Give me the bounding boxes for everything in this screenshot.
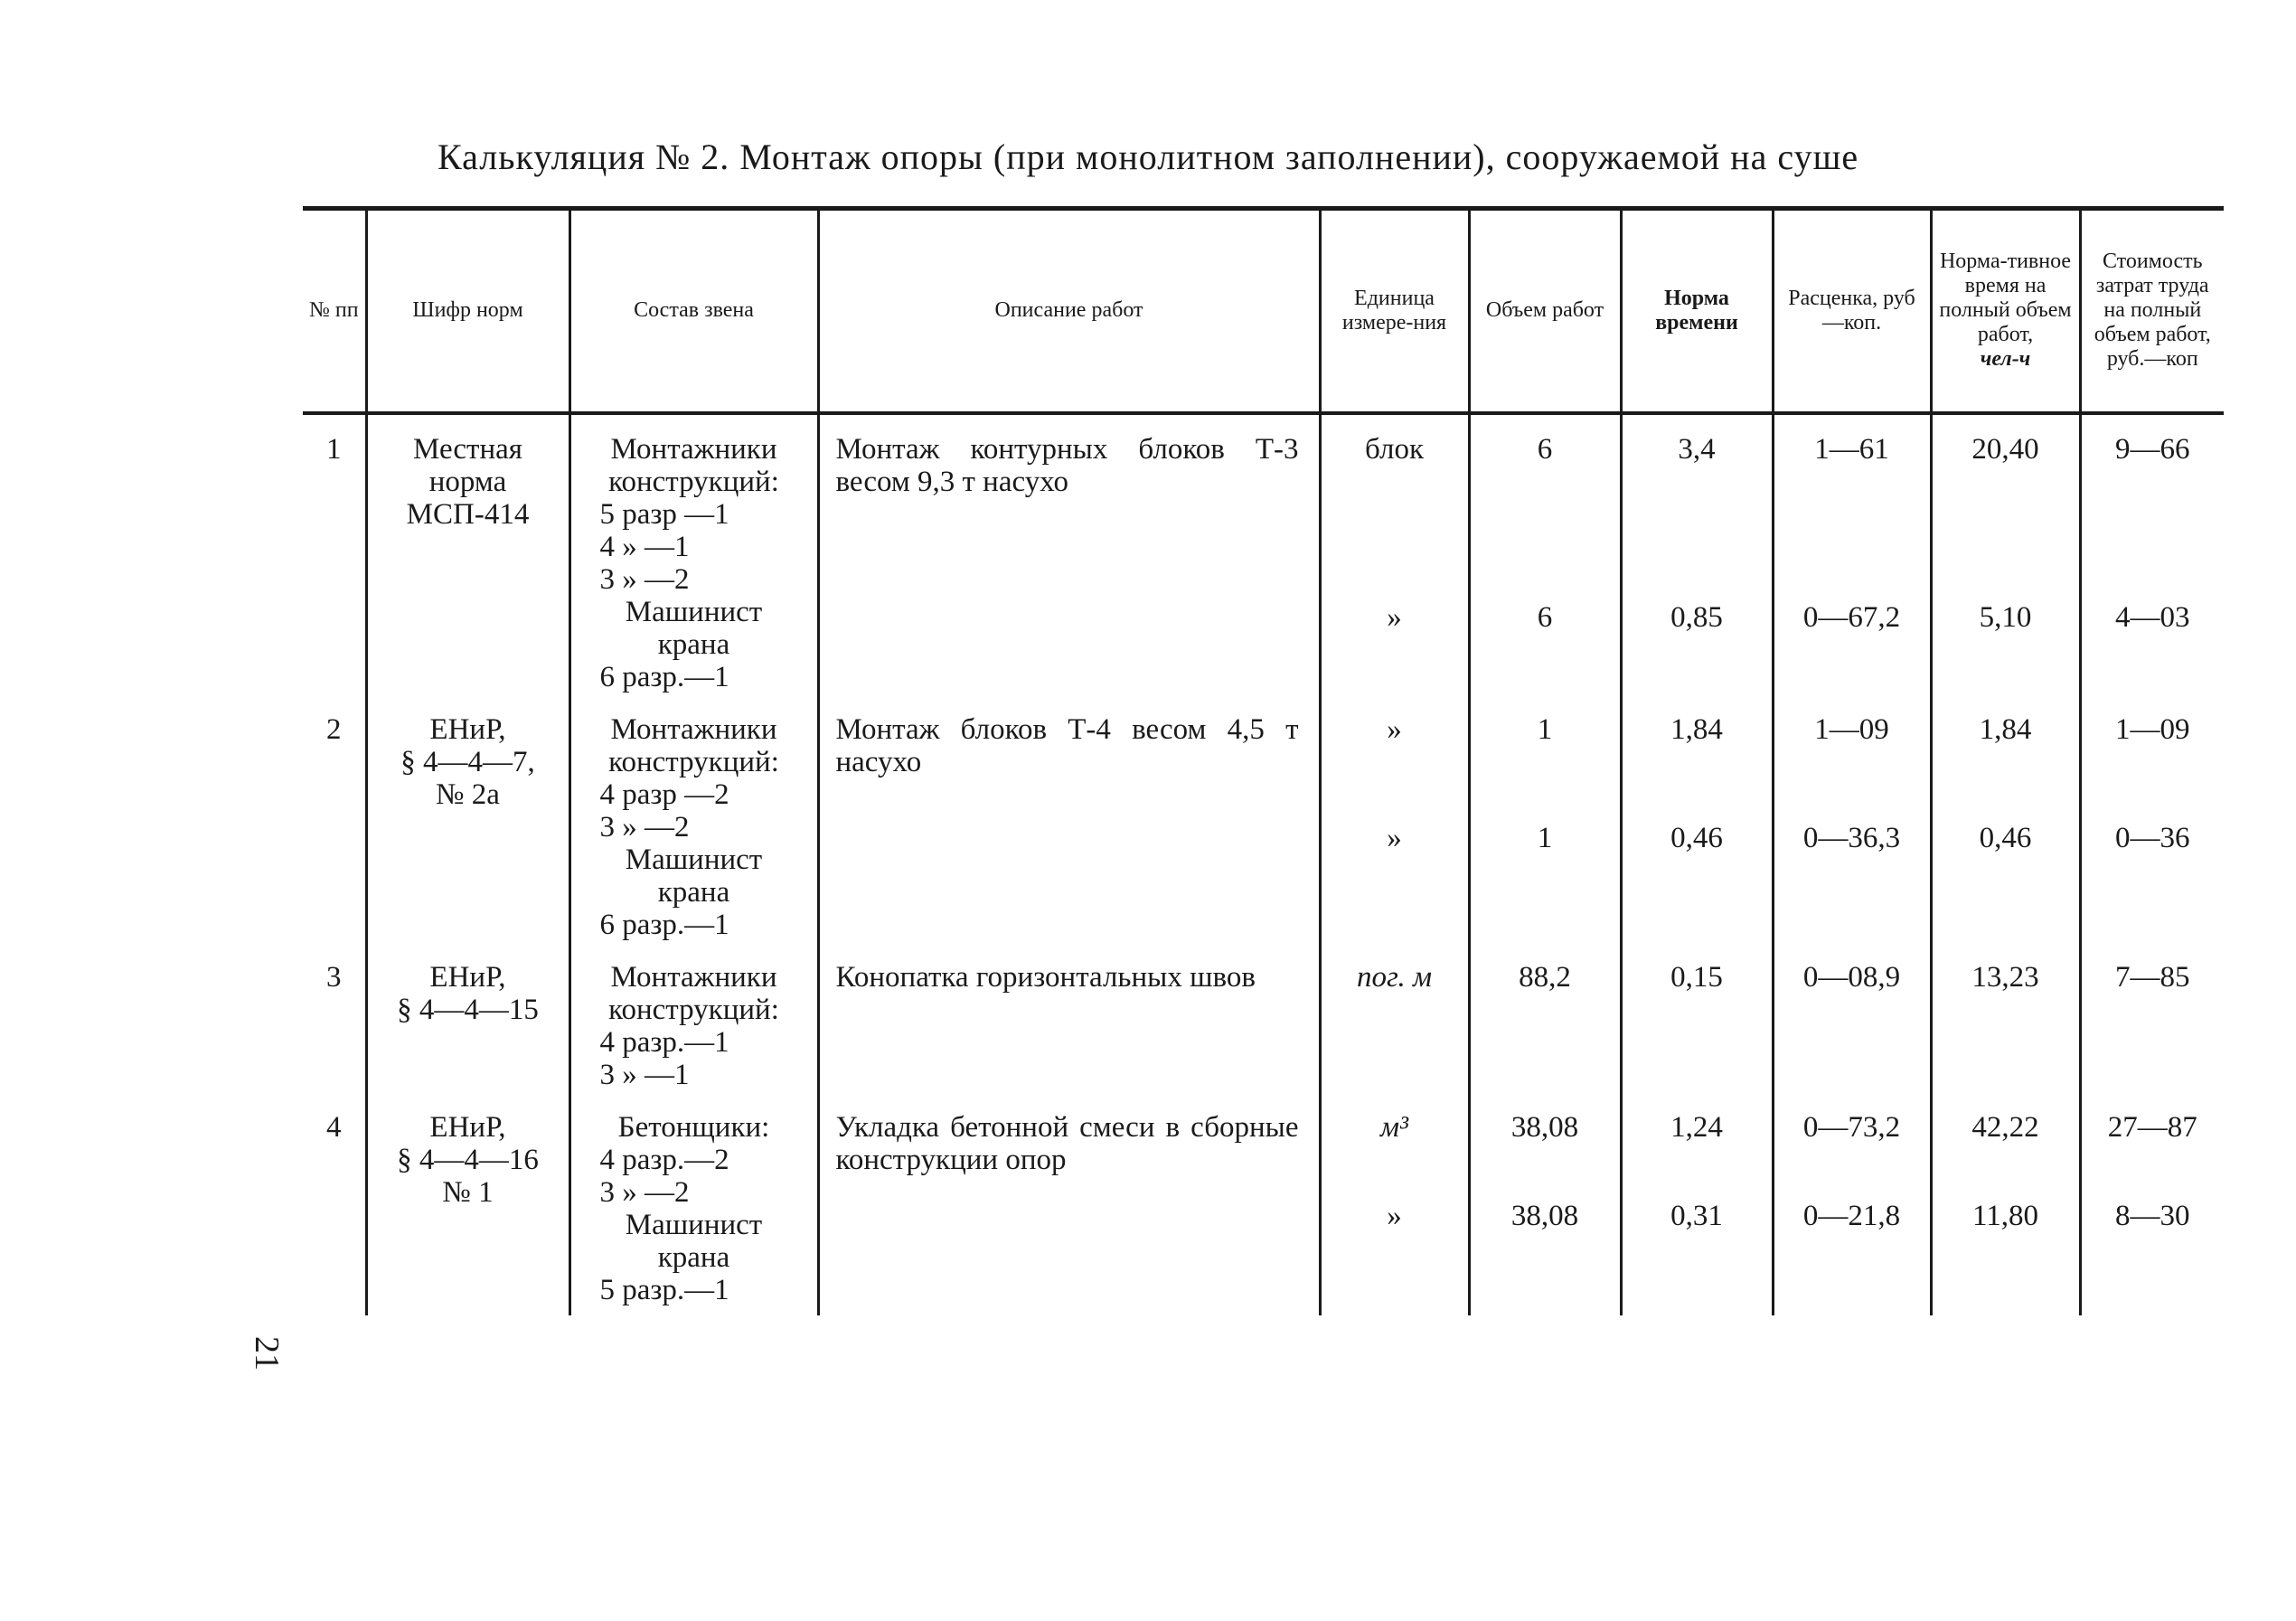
cell-total-time: [1931, 950, 2080, 1100]
norm-time-value: 0,85: [1670, 600, 1723, 634]
cell-num: [303, 413, 366, 702]
cell-rate: [1773, 702, 1931, 950]
crew-line: крана: [657, 627, 730, 661]
crew-line: крана: [657, 875, 730, 909]
code-line: ЕНиР,: [429, 712, 506, 746]
rate-value: 0—67,2: [1802, 600, 1901, 634]
cell-description: [818, 702, 1320, 950]
cell-norm-time: [1621, 950, 1773, 1100]
header-unit: Единица измере-ния: [1320, 209, 1469, 413]
table-row: [303, 950, 2224, 1100]
crew-line: крана: [657, 1240, 730, 1274]
code-line: ЕНиР,: [429, 1110, 506, 1144]
cost-value: 0—36: [2115, 821, 2190, 854]
cell-unit: [1320, 413, 1469, 702]
cell-crew: [569, 1100, 818, 1315]
unit-value: м³: [1380, 1110, 1408, 1144]
crew-line: конструкций:: [608, 993, 779, 1026]
crew-line: 3 » —2: [599, 1175, 690, 1209]
cell-crew: [569, 950, 818, 1100]
cell-norm-time: [1621, 702, 1773, 950]
table-row: [303, 1100, 2224, 1315]
calculation-table: [303, 206, 2224, 1315]
header-total-time-text: Норма-тивное время на полный объем работ,: [1939, 250, 2072, 347]
crew-line: Монтажники: [610, 432, 777, 466]
unit-value: »: [1387, 821, 1402, 854]
header-cost: Стоимость затрат труда на полный объем работ, руб.—коп: [2080, 209, 2224, 413]
cell-code: [366, 702, 569, 950]
cell-rate: [1773, 1100, 1931, 1315]
cell-rate: [1773, 950, 1931, 1100]
crew-line: 5 разр —1: [599, 497, 729, 531]
header-num: № пп: [303, 209, 366, 413]
code-line: § 4—4—16: [397, 1143, 539, 1176]
code-line: Местная: [413, 432, 522, 466]
total-time-value: 20,40: [1971, 432, 2039, 466]
cell-total-time: [1931, 1100, 2080, 1315]
cell-unit: [1320, 1100, 1469, 1315]
cell-cost: [2080, 1100, 2224, 1315]
cell-description: [818, 1100, 1320, 1315]
cell-description: [818, 413, 1320, 702]
volume-value: 6: [1537, 600, 1553, 634]
row-number: 1: [326, 432, 342, 466]
cell-code: [366, 413, 569, 702]
norm-time-value: 0,46: [1670, 821, 1723, 854]
norm-time-value: 3,4: [1678, 432, 1716, 466]
total-time-value: 11,80: [1971, 1199, 2039, 1232]
cell-cost: [2080, 950, 2224, 1100]
header-row: [303, 209, 2224, 413]
norm-time-value: 0,31: [1670, 1199, 1723, 1232]
cell-volume: [1469, 950, 1621, 1100]
cell-num: [303, 1100, 366, 1315]
code-line: № 2а: [436, 778, 500, 811]
header-code: Шифр норм: [366, 209, 569, 413]
table-row: [303, 413, 2224, 702]
cell-volume: [1469, 702, 1621, 950]
crew-line: 3 » —2: [599, 810, 690, 843]
row-number: 2: [326, 712, 342, 746]
rate-value: 0—08,9: [1802, 960, 1901, 994]
norm-time-value: 1,24: [1670, 1110, 1723, 1144]
crew-line: Монтажники: [610, 960, 777, 994]
crew-line: 3 » —1: [599, 1058, 690, 1091]
crew-line: конструкций:: [608, 745, 779, 778]
cost-value: 8—30: [2115, 1199, 2190, 1232]
rate-value: 0—36,3: [1802, 821, 1901, 854]
unit-value: »: [1387, 1199, 1402, 1232]
total-time-value: 42,22: [1971, 1110, 2039, 1144]
total-time-value: 13,23: [1971, 960, 2039, 994]
row-number: 4: [326, 1110, 342, 1144]
description-text: Укладка бетонной смеси в сборные конструкции опор: [835, 1110, 1299, 1176]
total-time-value: 0,46: [1979, 821, 2032, 854]
table-title: Калькуляция № 2. Монтаж опоры (при монолитном заполнении), сооружаемой на суше: [438, 137, 1859, 177]
crew-line: 6 разр.—1: [599, 908, 729, 941]
cell-unit: [1320, 702, 1469, 950]
crew-line: Машинист: [625, 843, 763, 876]
cost-value: 1—09: [2115, 712, 2190, 746]
crew-line: 4 разр.—2: [599, 1143, 729, 1176]
cost-value: 27—87: [2107, 1110, 2197, 1144]
table-row: [303, 702, 2224, 950]
header-rate: Расценка, руб —коп.: [1773, 209, 1931, 413]
cell-rate: [1773, 413, 1931, 702]
description-text: Конопатка горизонтальных швов: [835, 960, 1256, 994]
cell-norm-time: [1621, 413, 1773, 702]
code-line: МСП-414: [406, 497, 530, 531]
header-crew: Состав звена: [569, 209, 818, 413]
unit-value: блок: [1365, 432, 1424, 466]
crew-line: Монтажники: [610, 712, 777, 746]
rate-value: 1—61: [1814, 432, 1889, 466]
volume-value: 1: [1537, 712, 1553, 746]
cell-description: [818, 950, 1320, 1100]
header-norm-time: Норма времени: [1621, 209, 1773, 413]
cell-norm-time: [1621, 1100, 1773, 1315]
volume-value: 1: [1537, 821, 1553, 854]
cell-total-time: [1931, 702, 2080, 950]
crew-line: Машинист: [625, 1208, 763, 1241]
header-total-time-unit: чел-ч: [1980, 347, 2031, 372]
code-line: § 4—4—7,: [400, 745, 535, 778]
header-volume: Объем работ: [1469, 209, 1621, 413]
code-line: № 1: [442, 1175, 494, 1209]
crew-line: Машинист: [625, 595, 763, 628]
cell-num: [303, 950, 366, 1100]
crew-line: 6 разр.—1: [599, 660, 729, 693]
crew-line: конструкций:: [608, 465, 779, 498]
crew-line: Бетонщики:: [617, 1110, 770, 1144]
crew-line: 5 разр.—1: [599, 1273, 729, 1306]
unit-value: »: [1387, 712, 1402, 746]
cell-cost: [2080, 702, 2224, 950]
total-time-value: 1,84: [1979, 712, 2032, 746]
code-line: ЕНиР,: [429, 960, 506, 994]
cell-volume: [1469, 1100, 1621, 1315]
cost-value: 7—85: [2115, 960, 2190, 994]
cell-total-time: [1931, 413, 2080, 702]
cell-crew: [569, 702, 818, 950]
header-description: Описание работ: [818, 209, 1320, 413]
volume-value: 38,08: [1510, 1110, 1579, 1144]
rate-value: 0—73,2: [1802, 1110, 1901, 1144]
cell-code: [366, 950, 569, 1100]
cell-crew: [569, 413, 818, 702]
cell-num: [303, 702, 366, 950]
norm-time-value: 0,15: [1670, 960, 1723, 994]
crew-line: 4 разр —2: [599, 778, 729, 811]
norm-time-value: 1,84: [1670, 712, 1723, 746]
unit-value: »: [1387, 600, 1402, 634]
cost-value: 4—03: [2115, 600, 2190, 634]
rate-value: 0—21,8: [1802, 1199, 1901, 1232]
crew-line: 4 » —1: [599, 530, 690, 563]
code-line: норма: [428, 465, 507, 498]
volume-value: 6: [1537, 432, 1553, 466]
total-time-value: 5,10: [1979, 600, 2032, 634]
description-text: Монтаж контурных блоков Т-3 весом 9,3 т насухо: [835, 432, 1299, 498]
unit-value: пог. м: [1357, 960, 1432, 994]
rate-value: 1—09: [1814, 712, 1889, 746]
page-number: 21: [248, 1336, 286, 1371]
volume-value: 88,2: [1519, 960, 1571, 994]
cell-code: [366, 1100, 569, 1315]
cell-volume: [1469, 413, 1621, 702]
row-number: 3: [326, 960, 342, 994]
cell-cost: [2080, 413, 2224, 702]
cell-unit: [1320, 950, 1469, 1100]
volume-value: 38,08: [1510, 1199, 1579, 1232]
code-line: § 4—4—15: [397, 993, 539, 1026]
header-total-time: [1931, 209, 2080, 413]
crew-line: 3 » —2: [599, 562, 690, 596]
crew-line: 4 разр.—1: [599, 1025, 729, 1059]
description-text: Монтаж блоков Т-4 весом 4,5 т насухо: [835, 712, 1299, 778]
cost-value: 9—66: [2115, 432, 2190, 466]
